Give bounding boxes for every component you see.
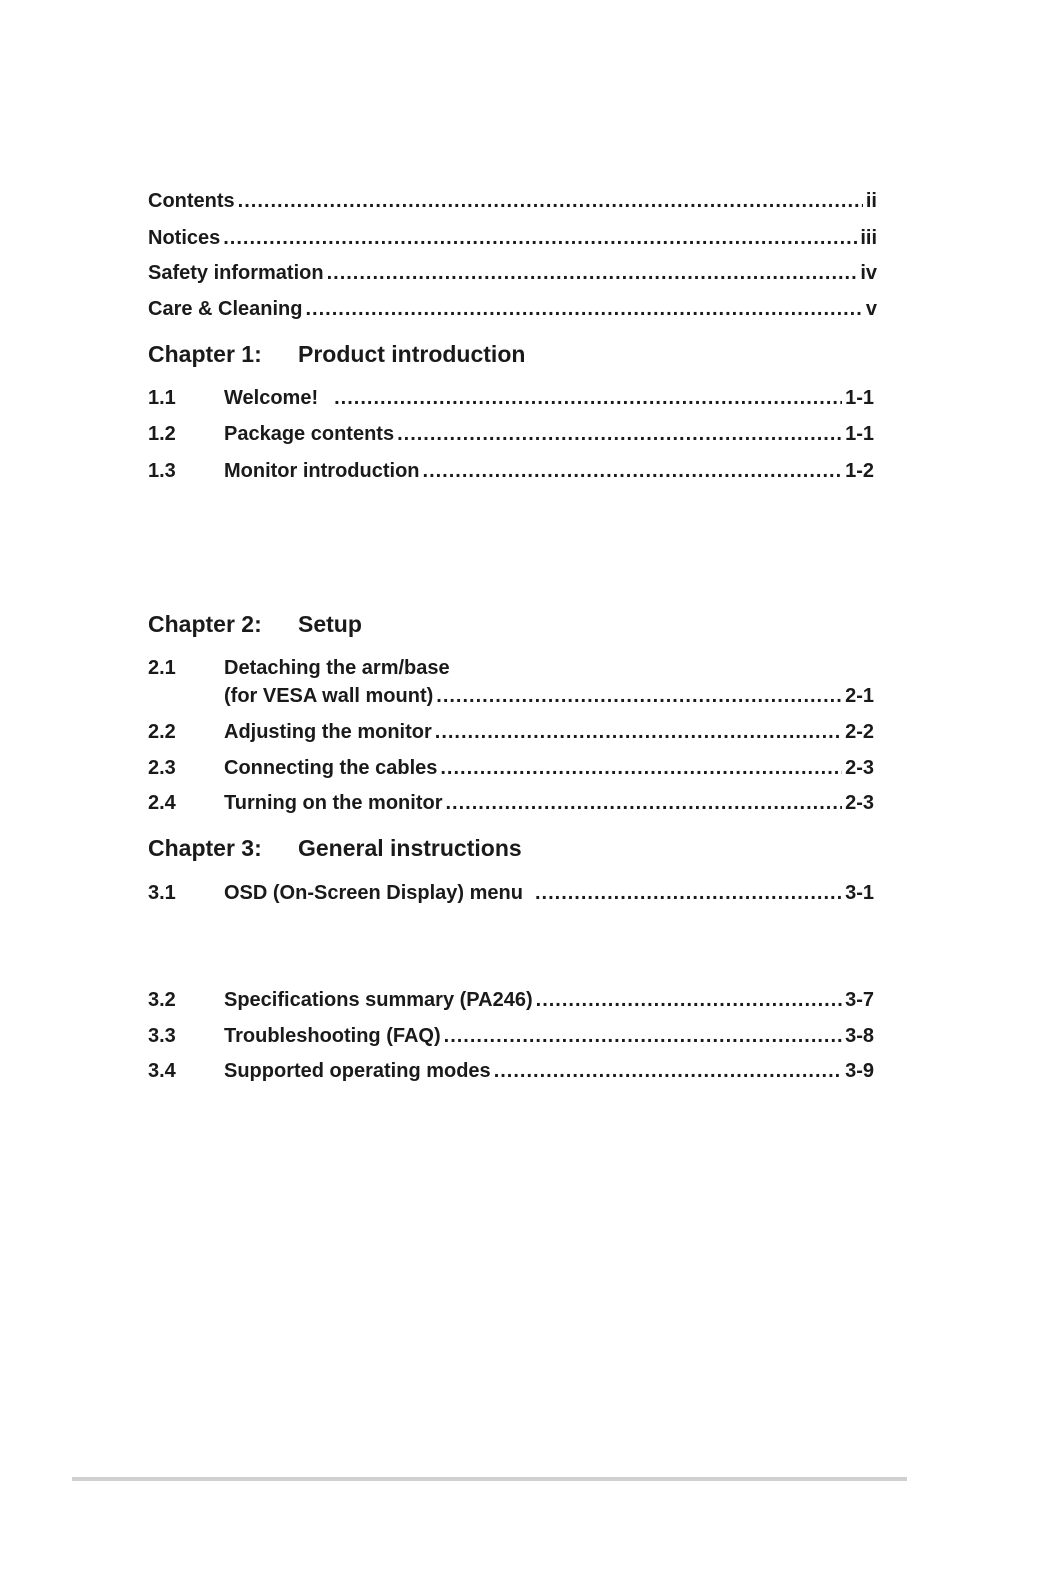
toc-entry-contents[interactable] [148,188,877,214]
toc-entry[interactable] [148,987,874,1013]
toc-entry[interactable] [148,385,874,411]
toc-page-number: v [865,298,877,320]
toc-entry-label: Package contents [224,423,395,445]
toc-entry-label: Turning on the monitor [224,792,443,814]
toc-entry-label: Troubleshooting (FAQ) [224,1025,441,1047]
toc-entry[interactable] [148,1058,874,1084]
section-number: 1.2 [148,423,176,445]
chapter-title: Product introduction [298,341,526,367]
chapter-number: Chapter 3: [148,835,262,861]
chapter-heading[interactable] [148,609,876,639]
toc-entry[interactable] [148,458,874,484]
dot-leader [327,260,858,286]
chapter-number: Chapter 2: [148,611,262,637]
dot-leader [423,458,843,484]
toc-entry[interactable] [148,421,874,447]
toc-page-number: iv [860,262,877,284]
toc-entry-label: Monitor introduction [224,460,420,482]
section-number: 3.2 [148,989,176,1011]
toc-entry[interactable] [148,880,874,906]
toc-entry-label-continued: (for VESA wall mount) [224,685,434,707]
section-number: 2.2 [148,721,176,743]
dot-leader [223,225,857,251]
toc-page-number: 3-8 [845,1025,874,1047]
toc-page-number: iii [860,227,877,249]
toc-page-number: 1-1 [845,423,874,445]
dot-leader [440,755,842,781]
dot-leader [238,188,863,214]
toc-entry-label: Notices [148,227,221,249]
dot-leader [444,1023,842,1049]
section-number: 3.1 [148,882,176,904]
dot-leader [536,987,842,1013]
toc-page-number: 3-9 [845,1060,874,1082]
toc-entry-continuation[interactable] [224,683,874,709]
toc-entry-label: Specifications summary (PA246) [224,989,533,1011]
section-number: 2.1 [148,657,176,679]
toc-page-number: 3-1 [845,882,874,904]
chapter-heading[interactable] [148,833,876,863]
section-number: 1.1 [148,387,176,409]
toc-entry-label: Adjusting the monitor [224,721,432,743]
toc-page-number: 2-1 [845,685,874,707]
toc-entry[interactable] [148,1023,874,1049]
toc-entry-notices[interactable] [148,225,877,251]
dot-leader [397,421,842,447]
dot-leader [494,1058,842,1084]
toc-page-number: 1-1 [845,387,874,409]
toc-page-number: 1-2 [845,460,874,482]
toc-entry[interactable] [148,790,874,816]
toc-page-number: 2-3 [845,757,874,779]
toc-entry-label: Safety information [148,262,324,284]
toc-entry-label: OSD (On-Screen Display) menu [224,882,523,904]
toc-entry-label: Care & Cleaning [148,298,303,320]
toc-entry-label: Connecting the cables [224,757,438,779]
toc-page-number: 2-3 [845,792,874,814]
dot-leader [445,790,842,816]
toc-entry-first-line[interactable] [148,655,874,681]
dot-leader [535,880,842,906]
toc-page-number: 3-7 [845,989,874,1011]
section-number: 3.3 [148,1025,176,1047]
toc-entry[interactable] [148,719,874,745]
section-number: 2.4 [148,792,176,814]
toc-entry-label: Supported operating modes [224,1060,491,1082]
dot-leader [305,296,862,322]
toc-entry-label: Welcome! [224,387,319,409]
toc-page-number: ii [865,190,877,212]
toc-entry-label: Detaching the arm/base [224,657,450,679]
section-number: 1.3 [148,460,176,482]
chapter-heading[interactable] [148,339,876,369]
toc-entry-safety-information[interactable] [148,260,877,286]
toc-entry-care-cleaning[interactable] [148,296,877,322]
section-number: 2.3 [148,757,176,779]
section-number: 3.4 [148,1060,176,1082]
chapter-title: Setup [298,611,362,637]
toc-entry[interactable] [148,755,874,781]
dot-leader [435,719,842,745]
dot-leader [436,683,842,709]
chapter-number: Chapter 1: [148,341,262,367]
toc-page-number: 2-2 [845,721,874,743]
dot-leader [334,385,842,411]
chapter-title: General instructions [298,835,522,861]
toc-entry-label: Contents [148,190,235,212]
footer-rule [72,1477,907,1481]
